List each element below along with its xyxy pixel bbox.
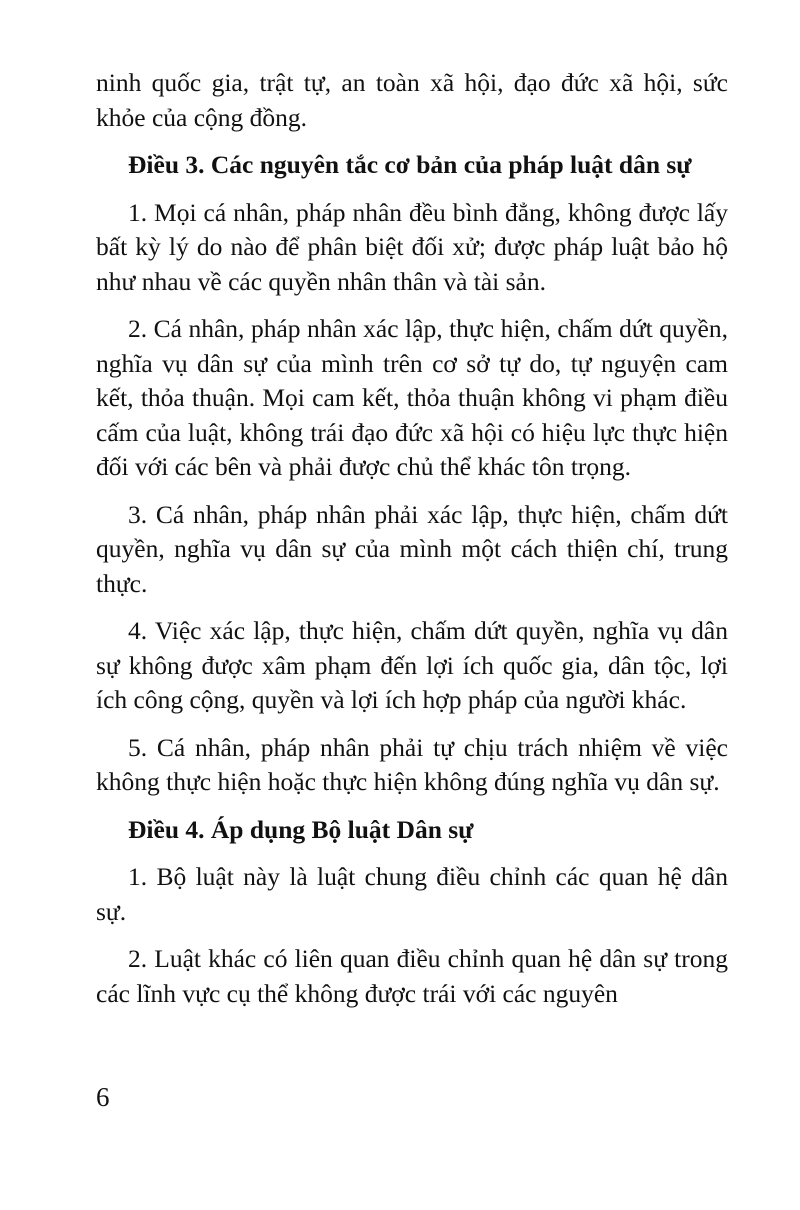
article-3-clause-2: 2. Cá nhân, pháp nhân xác lập, thực hiện, chấm dứt quyền, nghĩa vụ dân sự của mình trên cơ sở tự do, tự nguyện cam kết, thỏa thuận. Mọi cam kết, thỏa thuận không vi phạm điều cấm của luật, không trái đạo đức xã hội có hiệu lực thực hiện đối với các bên và phải được chủ thể khác tôn trọng. bbox=[96, 314, 728, 481]
body-text bbox=[96, 66, 728, 1024]
article-4-clause-2: 2. Luật khác có liên quan điều chỉnh quan hệ dân sự trong các lĩnh vực cụ thể không được trái với các nguyên bbox=[96, 944, 728, 1008]
article-3-clause-1: 1. Mọi cá nhân, pháp nhân đều bình đẳng, không được lấy bất kỳ lý do nào để phân biệt đối xử; được pháp luật bảo hộ như nhau về các quyền nhân thân và tài sản. bbox=[96, 197, 728, 296]
article-3-clause-5: 5. Cá nhân, pháp nhân phải tự chịu trách nhiệm về việc không thực hiện hoặc thực hiện không đúng nghĩa vụ dân sự. bbox=[96, 732, 728, 796]
article-3-heading: Điều 3. Các nguyên tắc cơ bản của pháp luật dân sự bbox=[128, 150, 692, 179]
continuation-paragraph: ninh quốc gia, trật tự, an toàn xã hội, đạo đức xã hội, sức khỏe của cộng đồng. bbox=[96, 68, 728, 132]
article-3-clause-4: 4. Việc xác lập, thực hiện, chấm dứt quyền, nghĩa vụ dân sự không được xâm phạm đến lợi ích quốc gia, dân tộc, lợi ích công cộng, quyền và lợi ích hợp pháp của người khác. bbox=[96, 616, 728, 714]
article-4-clause-1: 1. Bộ luật này là luật chung điều chỉnh các quan hệ dân sự. bbox=[96, 862, 728, 926]
article-4-heading: Điều 4. Áp dụng Bộ luật Dân sự bbox=[128, 814, 474, 844]
page-number: 6 bbox=[96, 1082, 110, 1112]
article-3-clause-3: 3. Cá nhân, pháp nhân phải xác lập, thực hiện, chấm dứt quyền, nghĩa vụ dân sự của mình một cách thiện chí, trung thực. bbox=[96, 499, 728, 598]
